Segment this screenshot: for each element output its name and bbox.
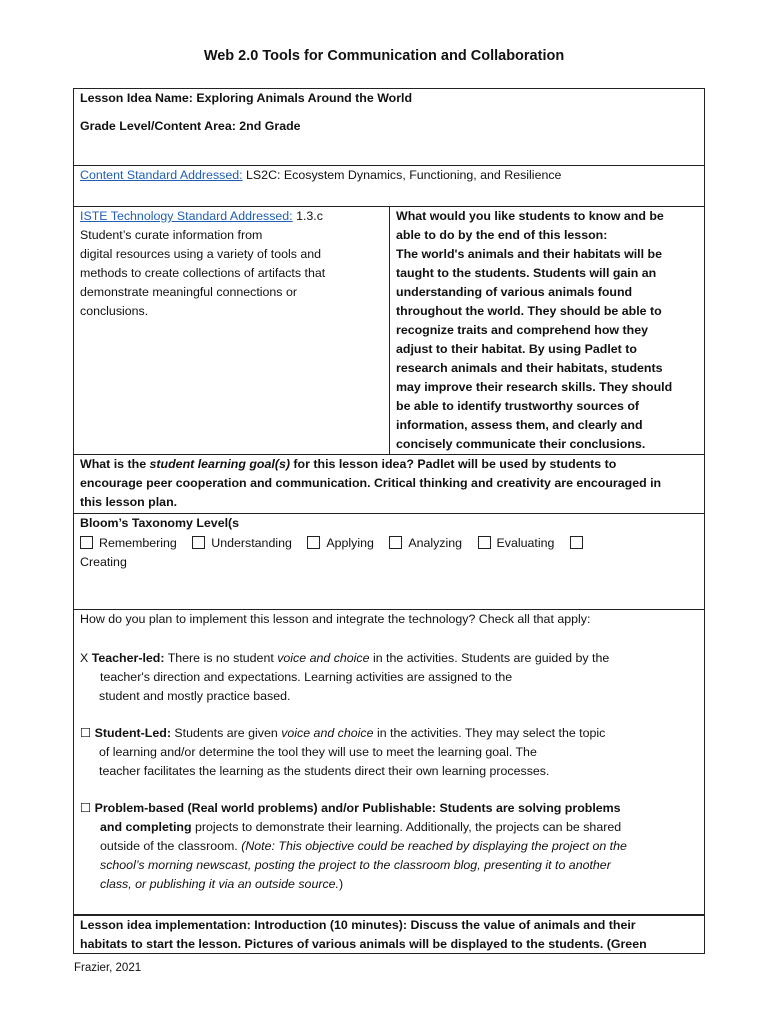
bloom-option-applying[interactable] — [307, 534, 374, 553]
iste-line: digital resources using a variety of tools and — [80, 247, 322, 261]
student-led-line: teacher facilitates the learning as the students direct their own learning processes. — [99, 764, 550, 778]
student-led-emph: voice and choice — [281, 726, 374, 740]
student-led-text: Students are given — [170, 726, 282, 740]
lesson-implementation — [80, 916, 700, 954]
bloom-label: Applying — [326, 536, 374, 550]
checkbox[interactable] — [192, 536, 205, 549]
bloom-option-evaluating[interactable] — [478, 534, 555, 553]
content-standard-value: LS2C: Ecosystem Dynamics, Functioning, and Resilience — [242, 168, 562, 182]
checkbox[interactable] — [570, 536, 583, 549]
teacher-led-line: teacher's direction and expectations. Learning activities are assigned to the — [100, 670, 513, 684]
learning-goal — [80, 455, 700, 512]
document-title: Web 2.0 Tools for Communication and Collaboration — [203, 48, 565, 64]
learning-goal-emph: student learning goal(s) — [149, 457, 290, 471]
know-do-answer: taught to the students. Students will gain an — [396, 266, 657, 280]
bloom-label: Evaluating — [496, 536, 555, 550]
know-do-answer: throughout the world. They should be able to — [396, 304, 662, 318]
teacher-led-option — [80, 649, 700, 706]
bloom-label: Understanding — [211, 536, 292, 550]
content-standard-label: Content Standard Addressed: — [80, 168, 243, 182]
learning-goal-line: encourage peer cooperation and communication. Critical thinking and creativity are encouraged in — [80, 476, 662, 490]
footer-author: Frazier, 2021 — [74, 962, 142, 974]
lesson-impl-line: Lesson idea implementation: Introduction (10 minutes): Discuss the value of animals and their — [80, 918, 636, 932]
bloom-label-creating: Creating — [80, 555, 127, 569]
learning-goal-line: this lesson plan. — [80, 495, 178, 509]
checkbox[interactable] — [478, 536, 491, 549]
iste-line: Student’s curate information from — [80, 228, 263, 242]
know-do-answer: adjust to their habitat. By using Padlet to — [396, 342, 637, 356]
problem-based-label: Problem-based (Real world problems) and/or Publishable: Students are solving problems — [94, 801, 621, 815]
problem-based-text: outside of the classroom. — [100, 839, 242, 853]
problem-based-option — [80, 799, 700, 894]
checkbox[interactable] — [80, 536, 93, 549]
checkbox[interactable] — [307, 536, 320, 549]
iste-label: ISTE Technology Standard Addressed: — [80, 209, 293, 223]
bloom-option-creating-box[interactable] — [570, 534, 589, 553]
lesson-impl-line: habitats to start the lesson. Pictures of various animals will be displayed to the students. (Green — [80, 937, 647, 951]
know-do-answer: understanding of various animals found — [396, 285, 633, 299]
teacher-led-text: in the activities. Students are guided by the — [369, 651, 610, 665]
student-led-label: Student-Led: — [94, 726, 171, 740]
problem-based-text: ) — [339, 877, 344, 891]
iste-line: conclusions. — [80, 304, 149, 318]
teacher-led-line: student and mostly practice based. — [99, 689, 291, 703]
iste-code: 1.3.c — [292, 209, 323, 223]
learning-goal-prefix: What is the — [80, 457, 150, 471]
teacher-led-label: Teacher-led: — [91, 651, 165, 665]
checkbox[interactable] — [389, 536, 402, 549]
content-standard — [80, 166, 561, 185]
implementation-question: How do you plan to implement this lesson and integrate the technology? Check all that apply: — [80, 612, 591, 626]
know-do-answer: recognize traits and comprehend how they — [396, 323, 648, 337]
problem-based-note: (Note: This objective could be reached by displaying the project on the — [241, 839, 627, 853]
iste-standard — [80, 207, 385, 321]
lesson-idea-name: Lesson Idea Name: Exploring Animals Around the World — [80, 91, 413, 105]
problem-based-note: school’s morning newscast, posting the project to the classroom blog, presenting it to another — [100, 858, 611, 872]
bloom-option-analyzing[interactable] — [389, 534, 462, 553]
know-do-answer: be able to identify trustworthy sources of — [396, 399, 640, 413]
iste-line: demonstrate meaningful connections or — [80, 285, 297, 299]
blooms-heading: Bloom’s Taxonomy Level(s — [80, 516, 240, 530]
blooms-taxonomy — [80, 514, 700, 572]
bloom-label: Remembering — [99, 536, 177, 550]
student-led-line: of learning and/or determine the tool they will use to meet the learning goal. The — [99, 745, 537, 759]
know-do-answer: information, assess them, and clearly and — [396, 418, 643, 432]
problem-based-bold: and completing — [100, 820, 192, 834]
iste-line: methods to create collections of artifacts that — [80, 266, 326, 280]
student-led-option — [80, 724, 700, 781]
problem-based-note: class, or publishing it via an outside source. — [100, 877, 339, 891]
know-do-question: able to do by the end of this lesson: — [396, 228, 608, 242]
grade-level: Grade Level/Content Area: 2nd Grade — [80, 119, 301, 133]
learning-goal-suffix: for this lesson idea? Padlet will be used by students to — [289, 457, 617, 471]
student-led-text: in the activities. They may select the topic — [373, 726, 606, 740]
problem-based-checkbox[interactable]: ☐ — [80, 801, 95, 815]
bloom-label: Analyzing — [408, 536, 463, 550]
teacher-led-mark[interactable]: X — [80, 651, 92, 665]
bloom-option-understanding[interactable] — [192, 534, 292, 553]
bloom-option-remembering[interactable] — [80, 534, 177, 553]
teacher-led-text: There is no student — [164, 651, 278, 665]
blooms-levels — [80, 534, 700, 553]
implementation — [80, 610, 700, 894]
know-do-answer: concisely communicate their conclusions. — [396, 437, 646, 451]
know-do-question: What would you like students to know and be — [396, 209, 664, 223]
know-do-answer: The world's animals and their habitats will be — [396, 247, 662, 261]
problem-based-text: projects to demonstrate their learning. Additionally, the projects can be shared — [191, 820, 622, 834]
student-led-checkbox[interactable]: ☐ — [80, 726, 95, 740]
know-do — [396, 207, 701, 454]
teacher-led-emph: voice and choice — [277, 651, 370, 665]
know-do-answer: may improve their research skills. They should — [396, 380, 673, 394]
know-do-answer: research animals and their habitats, students — [396, 361, 663, 375]
